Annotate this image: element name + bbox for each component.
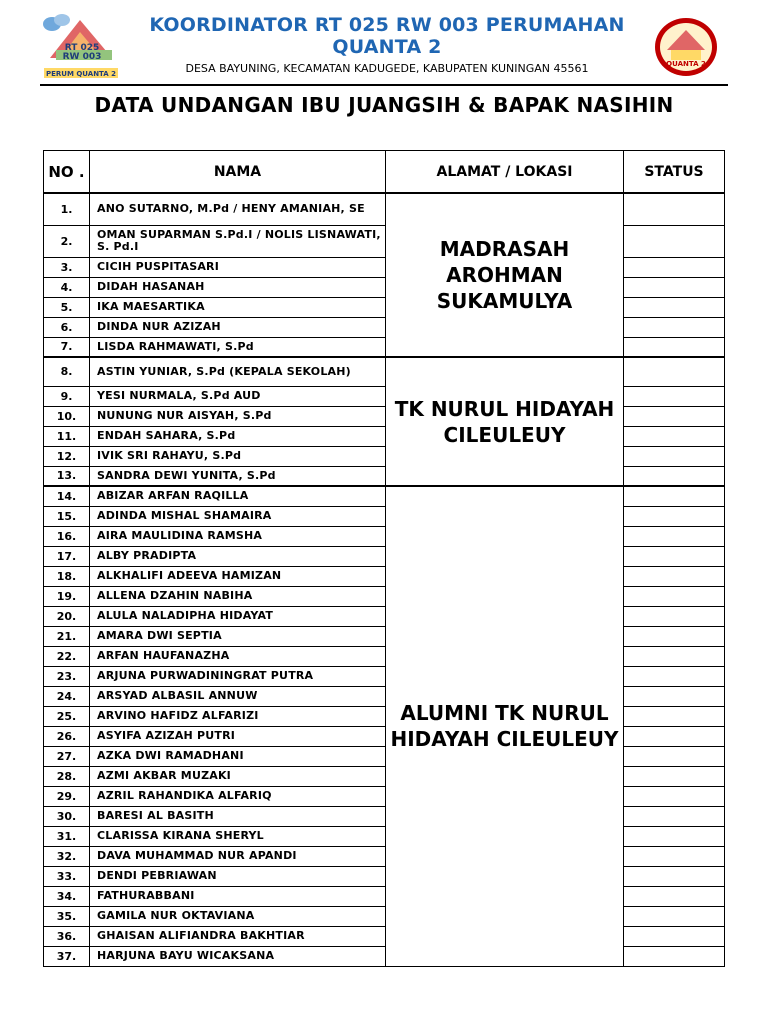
row-number: 37. — [44, 946, 90, 966]
guest-name: DAVA MUHAMMAD NUR APANDI — [90, 846, 386, 866]
guest-name: ARVINO HAFIDZ ALFARIZI — [90, 706, 386, 726]
guest-name: AIRA MAULIDINA RAMSHA — [90, 526, 386, 546]
header-nama: NAMA — [90, 151, 386, 194]
status-cell[interactable] — [624, 526, 725, 546]
guest-name: ANO SUTARNO, M.Pd / HENY AMANIAH, SE — [90, 193, 386, 225]
row-number: 15. — [44, 506, 90, 526]
status-cell[interactable] — [624, 826, 725, 846]
status-cell[interactable] — [624, 486, 725, 506]
guest-name: IVIK SRI RAHAYU, S.Pd — [90, 446, 386, 466]
org-title: KOORDINATOR RT 025 RW 003 PERUMAHAN QUANTA 2 — [149, 14, 625, 58]
status-cell[interactable] — [624, 225, 725, 257]
guest-name: GHAISAN ALIFIANDRA BAKHTIAR — [90, 926, 386, 946]
guest-name: HARJUNA BAYU WICAKSANA — [90, 946, 386, 966]
guest-name: IKA MAESARTIKA — [90, 297, 386, 317]
guest-name: GAMILA NUR OKTAVIANA — [90, 906, 386, 926]
guest-name: ALKHALIFI ADEEVA HAMIZAN — [90, 566, 386, 586]
row-number: 12. — [44, 446, 90, 466]
status-cell[interactable] — [624, 586, 725, 606]
status-cell[interactable] — [624, 666, 725, 686]
row-number: 8. — [44, 357, 90, 386]
guest-name: LISDA RAHMAWATI, S.Pd — [90, 337, 386, 357]
status-cell[interactable] — [624, 806, 725, 826]
guest-name: DINDA NUR AZIZAH — [90, 317, 386, 337]
logo-left-line2: RW 003 — [62, 52, 102, 62]
table-row — [44, 193, 725, 225]
table-row — [44, 486, 725, 506]
row-number: 25. — [44, 706, 90, 726]
guest-name: BARESI AL BASITH — [90, 806, 386, 826]
table-row — [44, 357, 725, 386]
guest-name: NUNUNG NUR AISYAH, S.Pd — [90, 406, 386, 426]
guest-name: CLARISSA KIRANA SHERYL — [90, 826, 386, 846]
status-cell[interactable] — [624, 886, 725, 906]
status-cell[interactable] — [624, 337, 725, 357]
guest-name: ARFAN HAUFANAZHA — [90, 646, 386, 666]
location-cell: TK NURUL HIDAYAH CILEULEUY — [386, 357, 624, 486]
org-address: DESA BAYUNING, KECAMATAN KADUGEDE, KABUPATEN KUNINGAN 45561 — [185, 62, 589, 75]
row-number: 32. — [44, 846, 90, 866]
document-title: DATA UNDANGAN IBU JUANGSIH & BAPAK NASIHIN — [94, 93, 674, 117]
row-number: 6. — [44, 317, 90, 337]
row-number: 7. — [44, 337, 90, 357]
status-cell[interactable] — [624, 317, 725, 337]
status-cell[interactable] — [624, 946, 725, 966]
status-cell[interactable] — [624, 786, 725, 806]
row-number: 22. — [44, 646, 90, 666]
guest-name: ALBY PRADIPTA — [90, 546, 386, 566]
guest-name: AZMI AKBAR MUZAKI — [90, 766, 386, 786]
row-number: 10. — [44, 406, 90, 426]
guest-name: ARSYAD ALBASIL ANNUW — [90, 686, 386, 706]
row-number: 5. — [44, 297, 90, 317]
table-header-row — [44, 151, 725, 194]
row-number: 23. — [44, 666, 90, 686]
row-number: 24. — [44, 686, 90, 706]
guest-name: ENDAH SAHARA, S.Pd — [90, 426, 386, 446]
status-cell[interactable] — [624, 277, 725, 297]
status-cell[interactable] — [624, 646, 725, 666]
row-number: 18. — [44, 566, 90, 586]
row-number: 31. — [44, 826, 90, 846]
row-number: 2. — [44, 225, 90, 257]
status-cell[interactable] — [624, 726, 725, 746]
guest-name: ASYIFA AZIZAH PUTRI — [90, 726, 386, 746]
status-cell[interactable] — [624, 766, 725, 786]
row-number: 28. — [44, 766, 90, 786]
row-number: 4. — [44, 277, 90, 297]
status-cell[interactable] — [624, 466, 725, 486]
row-number: 29. — [44, 786, 90, 806]
row-number: 33. — [44, 866, 90, 886]
header-alamat: ALAMAT / LOKASI — [386, 151, 624, 194]
guest-name: DENDI PEBRIAWAN — [90, 866, 386, 886]
row-number: 14. — [44, 486, 90, 506]
letterhead — [0, 0, 768, 90]
logo-left-caption: PERUM QUANTA 2 — [45, 70, 117, 78]
status-cell[interactable] — [624, 626, 725, 646]
row-number: 17. — [44, 546, 90, 566]
status-cell[interactable] — [624, 546, 725, 566]
guest-name: AZKA DWI RAMADHANI — [90, 746, 386, 766]
row-number: 35. — [44, 906, 90, 926]
guest-name: ABIZAR ARFAN RAQILLA — [90, 486, 386, 506]
status-cell[interactable] — [624, 866, 725, 886]
header-divider — [40, 84, 728, 86]
status-cell[interactable] — [624, 746, 725, 766]
status-cell[interactable] — [624, 357, 725, 386]
row-number: 3. — [44, 257, 90, 277]
row-number: 16. — [44, 526, 90, 546]
row-number: 26. — [44, 726, 90, 746]
rt-rw-logo — [42, 10, 120, 78]
status-cell[interactable] — [624, 926, 725, 946]
row-number: 36. — [44, 926, 90, 946]
guest-name: ARJUNA PURWADININGRAT PUTRA — [90, 666, 386, 686]
guest-name: DIDAH HASANAH — [90, 277, 386, 297]
guest-name: OMAN SUPARMAN S.Pd.I / NOLIS LISNAWATI, S. Pd.I — [90, 225, 386, 257]
row-number: 1. — [44, 193, 90, 225]
row-number: 9. — [44, 386, 90, 406]
row-number: 21. — [44, 626, 90, 646]
invitation-table — [43, 150, 725, 967]
guest-name: SANDRA DEWI YUNITA, S.Pd — [90, 466, 386, 486]
status-cell[interactable] — [624, 606, 725, 626]
row-number: 30. — [44, 806, 90, 826]
status-cell[interactable] — [624, 706, 725, 726]
guest-name: AMARA DWI SEPTIA — [90, 626, 386, 646]
status-cell[interactable] — [624, 846, 725, 866]
row-number: 19. — [44, 586, 90, 606]
status-cell[interactable] — [624, 406, 725, 426]
table-body — [44, 193, 725, 966]
guest-name: ASTIN YUNIAR, S.Pd (KEPALA SEKOLAH) — [90, 357, 386, 386]
row-number: 20. — [44, 606, 90, 626]
guest-name: YESI NURMALA, S.Pd AUD — [90, 386, 386, 406]
status-cell[interactable] — [624, 297, 725, 317]
status-cell[interactable] — [624, 906, 725, 926]
status-cell[interactable] — [624, 426, 725, 446]
guest-name: AZRIL RAHANDIKA ALFARIQ — [90, 786, 386, 806]
quanta-2-logo — [653, 16, 719, 78]
header-status: STATUS — [624, 151, 725, 194]
status-cell[interactable] — [624, 506, 725, 526]
status-cell[interactable] — [624, 386, 725, 406]
guest-name: ALLENA DZAHIN NABIHA — [90, 586, 386, 606]
guest-name: ALULA NALADIPHA HIDAYAT — [90, 606, 386, 626]
guest-name: CICIH PUSPITASARI — [90, 257, 386, 277]
row-number: 13. — [44, 466, 90, 486]
guest-name: FATHURABBANI — [90, 886, 386, 906]
logo-right-text: QUANTA 2 — [666, 60, 706, 68]
status-cell[interactable] — [624, 566, 725, 586]
status-cell[interactable] — [624, 686, 725, 706]
location-cell: MADRASAH AROHMAN SUKAMULYA — [386, 193, 624, 357]
logo-left-line1: RT 025 — [64, 43, 100, 53]
status-cell[interactable] — [624, 446, 725, 466]
location-cell: ALUMNI TK NURUL HIDAYAH CILEULEUY — [386, 486, 624, 966]
row-number: 34. — [44, 886, 90, 906]
guest-name: ADINDA MISHAL SHAMAIRA — [90, 506, 386, 526]
status-cell[interactable] — [624, 257, 725, 277]
row-number: 11. — [44, 426, 90, 446]
status-cell[interactable] — [624, 193, 725, 225]
row-number: 27. — [44, 746, 90, 766]
header-no: NO . — [44, 151, 90, 194]
